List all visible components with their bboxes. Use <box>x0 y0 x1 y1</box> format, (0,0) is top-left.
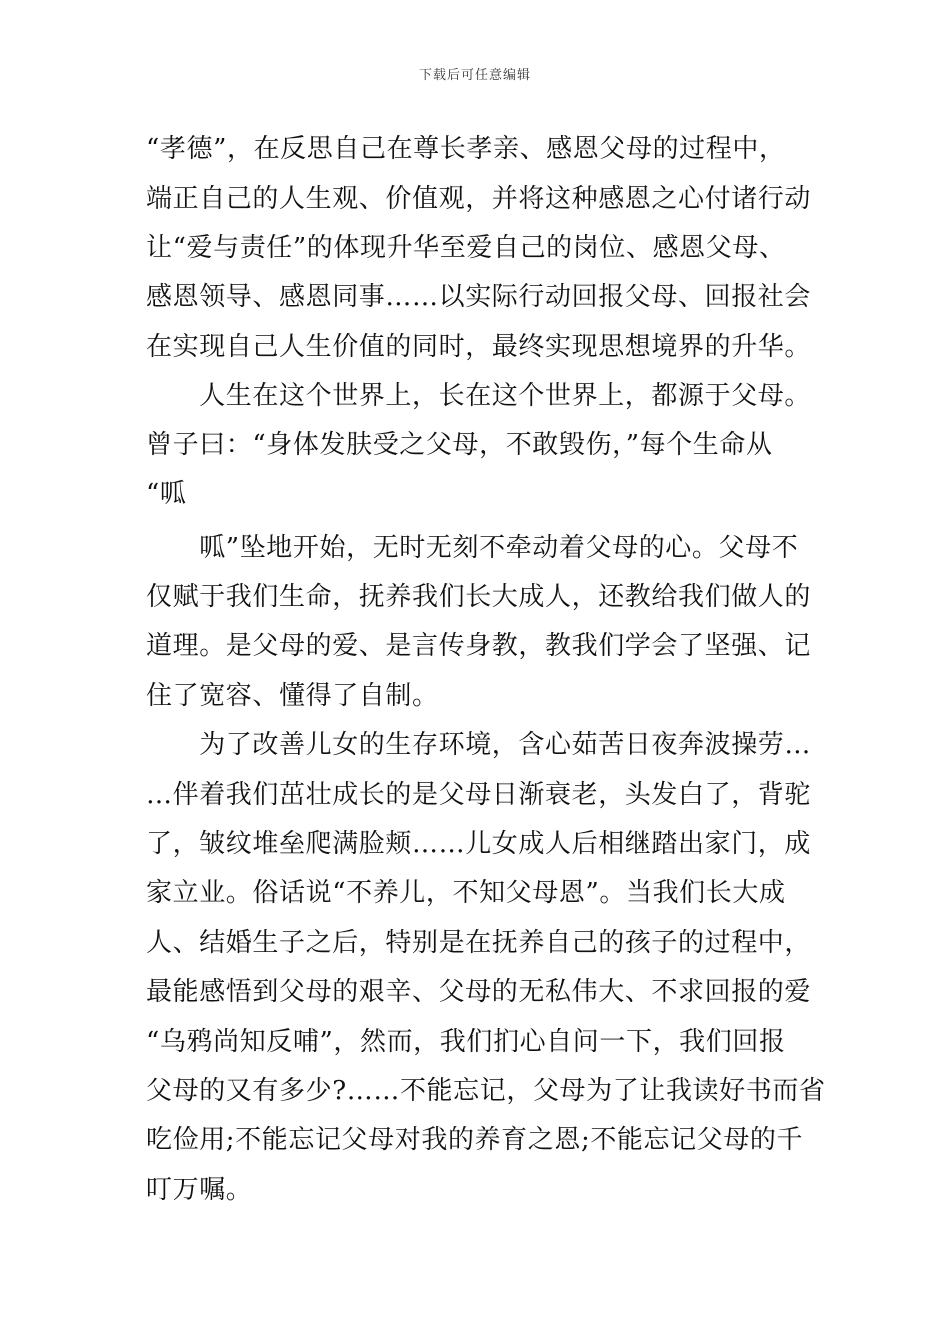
text-line: 呱”坠地开始，无时无刻不牵动着父母的心。父母不 <box>146 533 799 563</box>
text-line: 仅赋于我们生命，抚养我们长大成人，还教给我们做人的 <box>146 582 812 612</box>
text-line: 叮万嘱。 <box>146 1175 253 1205</box>
text-line: 了，皱纹堆垒爬满脸颊……儿女成人后相继踏出家门，成 <box>146 829 812 859</box>
text-line: …伴着我们茁壮成长的是父母日渐衰老，头发白了，背驼 <box>146 780 812 810</box>
text-line: 最能感悟到父母的艰辛、父母的无私伟大、不求回报的爱 <box>146 977 812 1007</box>
text-line: 吃俭用;不能忘记父母对我的养育之恩;不能忘记父母的千 <box>146 1125 804 1155</box>
text-line: 人生在这个世界上，长在这个世界上，都源于父母。 <box>146 381 812 411</box>
text-line: 在实现自己人生价值的同时，最终实现思想境界的升华。 <box>146 332 812 362</box>
text-line: “呱 <box>146 479 187 509</box>
text-line: 感恩领导、感恩同事……以实际行动回报父母、回报社会 <box>146 282 812 312</box>
text-line: 家立业。俗话说“不养儿，不知父母恩”。当我们长大成 <box>146 878 786 908</box>
text-line: “孝德”，在反思自己在尊长孝亲、感恩父母的过程中， <box>146 134 786 164</box>
text-line: 让“爱与责任”的体现升华至爱自己的岗位、感恩父母、 <box>146 233 786 263</box>
text-line: 道理。是父母的爱、是言传身教，教我们学会了坚强、记 <box>146 631 812 661</box>
text-line: 住了宽容、懂得了自制。 <box>146 681 439 711</box>
text-line: 父母的又有多少?……不能忘记，父母为了让我读好书而省 <box>146 1076 826 1106</box>
text-line: 为了改善儿女的生存环境，含心茹苦日夜奔波操劳… <box>146 730 812 760</box>
text-line: 人、结婚生子之后，特别是在抚养自己的孩子的过程中， <box>146 928 812 958</box>
text-line: 端正自己的人生观、价值观，并将这种感恩之心付诸行动 <box>146 184 812 214</box>
page-header: 下载后可任意编辑 <box>418 68 531 83</box>
text-line: 曾子曰：“身体发肤受之父母，不敢毁伤，”每个生命从 <box>146 430 773 460</box>
text-line: “乌鸦尚知反哺”，然而，我们扪心自问一下，我们回报 <box>146 1027 786 1057</box>
